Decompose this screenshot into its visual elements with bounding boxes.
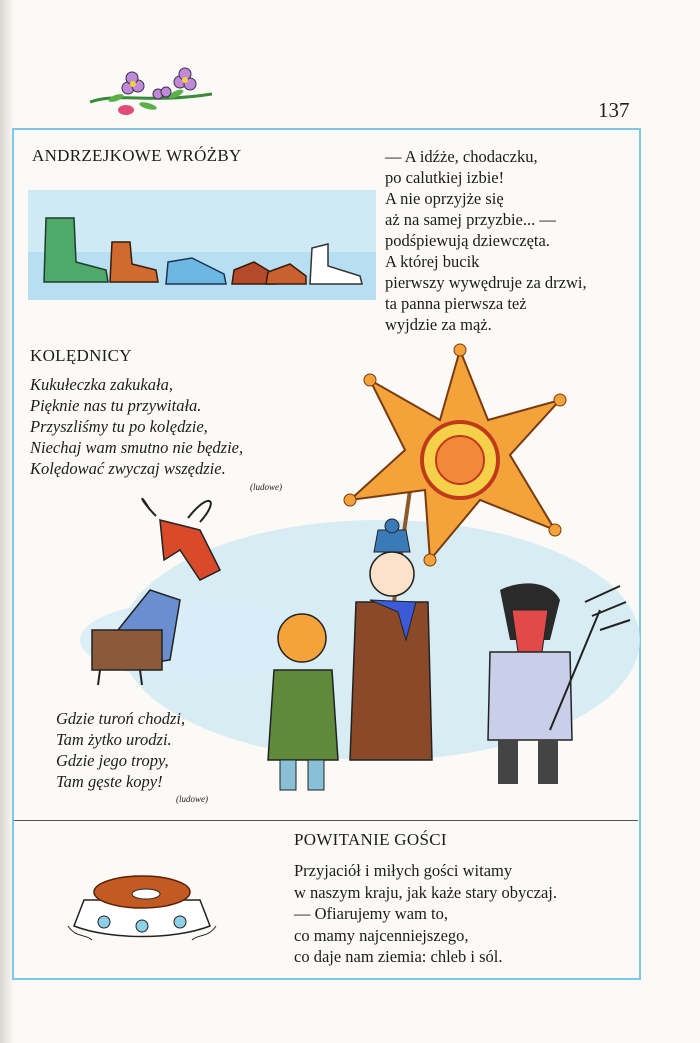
turon-credit: (ludowe) xyxy=(176,794,208,804)
section-divider xyxy=(14,820,638,821)
bread-and-salt-illustration xyxy=(64,864,220,948)
turon-poem: Gdzie turoń chodzi, Tam żytko urodzi. Gdzie jego tropy, Tam gęste kopy! xyxy=(56,709,186,791)
powitanie-text: Przyjaciół i miłych gości witamy w naszym kraju, jak każe stary obyczaj. — Ofiarujemy wam to, co mamy najcenniejszego, co daje nam ziemia: chleb i sól. xyxy=(294,861,557,966)
koledy-credit: (ludowe) xyxy=(250,482,282,492)
flower-garland-icon xyxy=(88,64,218,124)
koledy-poem: Kukułeczka zakukała, Pięknie nas tu przywitała. Przyszliśmy tu po kolędzie, Niechaj wam smutno nie będzie, Kolędować zwyczaj wszędzie. xyxy=(30,375,244,478)
page-number: 137 xyxy=(598,98,630,122)
section-heading-andrzejki: ANDRZEJKOWE WRÓŻBY xyxy=(32,146,242,165)
section-heading-powitanie: POWITANIE GOŚCI xyxy=(294,830,447,849)
andrzejki-text: — A idźże, chodaczku, po calutkiej izbie! A nie oprzyjże się aż na samej przyzbie... — podśpiewują dziewczęta. A której bucik pierwszy wywędruje za drzwi, ta panna pierwsza też wyjdzie za mąż. xyxy=(385,147,587,334)
shoes-illustration xyxy=(28,190,376,300)
section-heading-koledy: KOLĘDNICY xyxy=(30,346,132,365)
